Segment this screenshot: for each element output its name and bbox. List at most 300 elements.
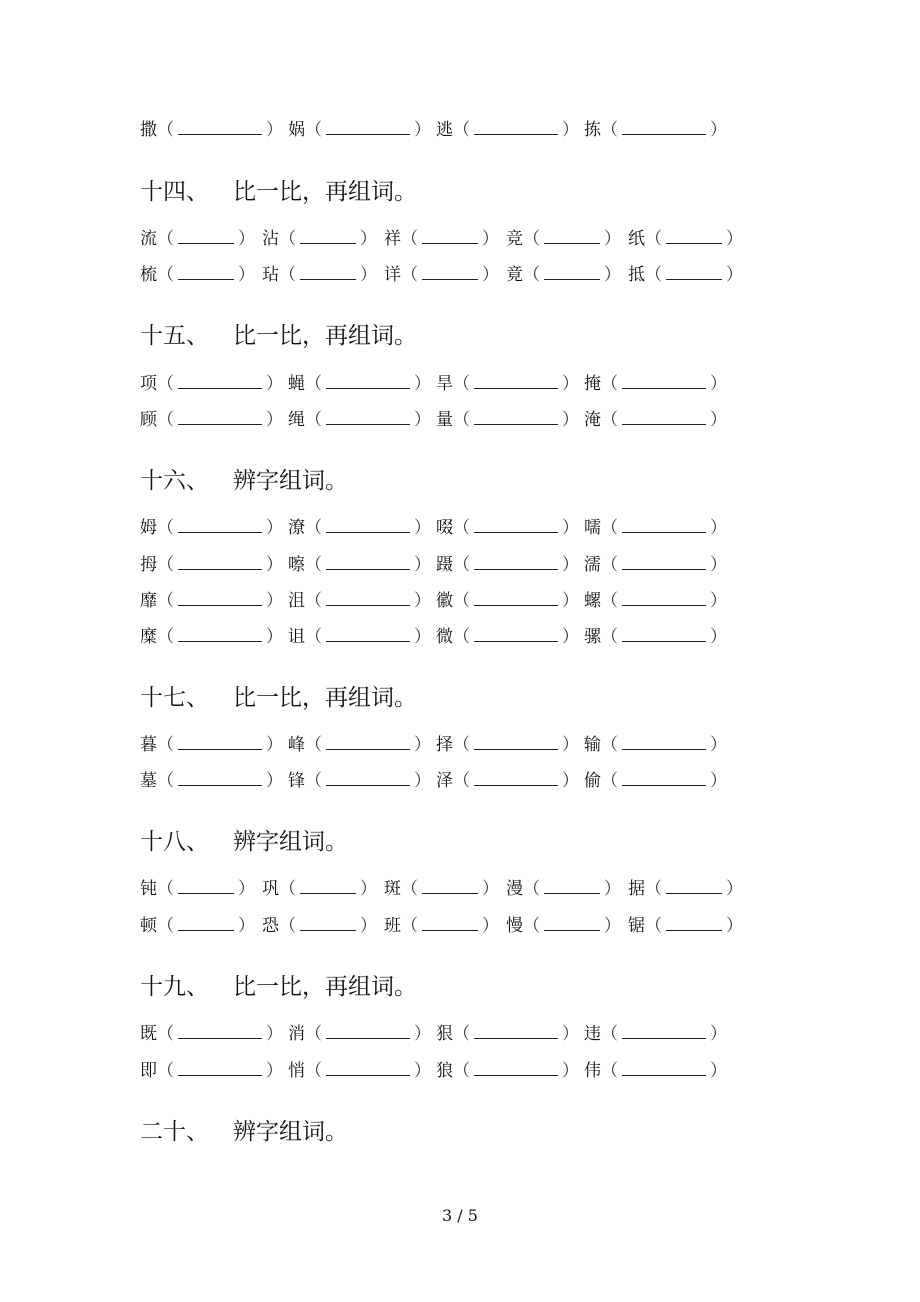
word-item <box>436 733 579 756</box>
open-paren: （ <box>157 916 174 936</box>
section-heading <box>140 321 417 351</box>
open-paren: （ <box>157 265 174 285</box>
word-item <box>140 589 283 612</box>
target-character: 择 <box>436 735 453 755</box>
word-item <box>436 589 579 612</box>
word-item <box>584 769 727 792</box>
close-paren: ） <box>710 735 727 755</box>
word-item <box>584 553 727 576</box>
answer-blank[interactable] <box>544 263 600 280</box>
open-paren: （ <box>601 627 618 647</box>
close-paren: ） <box>266 555 283 575</box>
target-character: 嚅 <box>584 518 601 538</box>
word-item <box>384 263 499 286</box>
open-paren: （ <box>305 120 322 140</box>
answer-blank[interactable] <box>326 589 410 606</box>
target-character: 顾 <box>140 410 157 430</box>
word-item <box>288 1022 431 1045</box>
answer-blank[interactable] <box>326 372 410 389</box>
open-paren: （ <box>523 229 540 249</box>
target-character: 悄 <box>288 1061 305 1081</box>
target-character: 墓 <box>140 771 157 791</box>
answer-blank[interactable] <box>422 877 478 894</box>
target-character: 据 <box>628 879 645 899</box>
close-paren: ） <box>482 916 499 936</box>
target-character: 漫 <box>506 879 523 899</box>
answer-blank[interactable] <box>474 372 558 389</box>
answer-blank[interactable] <box>622 1022 706 1039</box>
close-paren: ） <box>482 879 499 899</box>
open-paren: （ <box>305 591 322 611</box>
word-item <box>628 877 743 900</box>
open-paren: （ <box>401 879 418 899</box>
target-character: 骡 <box>584 627 601 647</box>
open-paren: （ <box>157 771 174 791</box>
open-paren: （ <box>157 627 174 647</box>
answer-blank[interactable] <box>474 589 558 606</box>
open-paren: （ <box>645 879 662 899</box>
open-paren: （ <box>601 410 618 430</box>
target-character: 狼 <box>436 1061 453 1081</box>
open-paren: （ <box>601 518 618 538</box>
target-character: 恐 <box>262 916 279 936</box>
open-paren: （ <box>305 1024 322 1044</box>
answer-blank[interactable] <box>474 625 558 642</box>
close-paren: ） <box>710 374 727 394</box>
answer-blank[interactable] <box>474 1059 558 1076</box>
target-character: 偷 <box>584 771 601 791</box>
answer-blank[interactable] <box>178 914 234 931</box>
open-paren: （ <box>645 916 662 936</box>
word-item <box>506 263 621 286</box>
close-paren: ） <box>604 265 621 285</box>
target-character: 沮 <box>288 591 305 611</box>
word-item <box>436 769 579 792</box>
close-paren: ） <box>414 120 431 140</box>
word-item <box>288 408 431 431</box>
target-character: 绳 <box>288 410 305 430</box>
close-paren: ） <box>604 879 621 899</box>
open-paren: （ <box>601 374 618 394</box>
word-item <box>628 227 743 250</box>
section-title: 辨字组词。 <box>233 1119 348 1145</box>
section-number: 十九、 <box>140 974 209 1000</box>
open-paren: （ <box>157 518 174 538</box>
target-character: 慢 <box>506 916 523 936</box>
open-paren: （ <box>453 374 470 394</box>
target-character: 撒 <box>140 120 157 140</box>
answer-blank[interactable] <box>326 733 410 750</box>
section-number: 十六、 <box>140 468 209 494</box>
open-paren: （ <box>305 1061 322 1081</box>
section-heading <box>140 177 417 207</box>
open-paren: （ <box>453 591 470 611</box>
answer-blank[interactable] <box>178 1022 262 1039</box>
word-item <box>288 1059 431 1082</box>
target-character: 啜 <box>436 518 453 538</box>
target-character: 泽 <box>436 771 453 791</box>
target-character: 锋 <box>288 771 305 791</box>
open-paren: （ <box>305 627 322 647</box>
close-paren: ） <box>710 555 727 575</box>
answer-blank[interactable] <box>178 1059 262 1076</box>
word-item <box>262 263 377 286</box>
close-paren: ） <box>266 627 283 647</box>
close-paren: ） <box>360 916 377 936</box>
word-item <box>384 227 499 250</box>
answer-blank[interactable] <box>666 877 722 894</box>
close-paren: ） <box>238 916 255 936</box>
answer-blank[interactable] <box>178 118 262 135</box>
word-item <box>288 118 431 141</box>
answer-blank[interactable] <box>666 914 722 931</box>
target-character: 诅 <box>288 627 305 647</box>
answer-blank[interactable] <box>300 914 356 931</box>
close-paren: ） <box>414 771 431 791</box>
answer-blank[interactable] <box>326 1022 410 1039</box>
close-paren: ） <box>710 627 727 647</box>
word-item <box>262 227 377 250</box>
section-heading <box>140 827 348 857</box>
answer-blank[interactable] <box>622 769 706 786</box>
open-paren: （ <box>305 735 322 755</box>
answer-blank[interactable] <box>326 516 410 533</box>
target-character: 输 <box>584 735 601 755</box>
answer-blank[interactable] <box>178 372 262 389</box>
open-paren: （ <box>453 771 470 791</box>
word-item <box>506 227 621 250</box>
close-paren: ） <box>360 265 377 285</box>
answer-blank[interactable] <box>622 1059 706 1076</box>
section-title: 辨字组词。 <box>233 468 348 494</box>
word-item <box>288 625 431 648</box>
word-item <box>436 1059 579 1082</box>
close-paren: ） <box>710 1024 727 1044</box>
answer-blank[interactable] <box>666 263 722 280</box>
target-character: 竞 <box>506 229 523 249</box>
open-paren: （ <box>305 518 322 538</box>
open-paren: （ <box>157 229 174 249</box>
answer-blank[interactable] <box>474 118 558 135</box>
open-paren: （ <box>401 265 418 285</box>
answer-blank[interactable] <box>622 516 706 533</box>
section-title: 比一比，再组词。 <box>233 974 417 1000</box>
word-item <box>584 118 727 141</box>
close-paren: ） <box>266 771 283 791</box>
answer-blank[interactable] <box>178 408 262 425</box>
answer-blank[interactable] <box>326 769 410 786</box>
close-paren: ） <box>482 229 499 249</box>
word-item <box>436 553 579 576</box>
target-character: 蝇 <box>288 374 305 394</box>
answer-blank[interactable] <box>622 118 706 135</box>
open-paren: （ <box>305 771 322 791</box>
close-paren: ） <box>414 1061 431 1081</box>
open-paren: （ <box>401 229 418 249</box>
close-paren: ） <box>562 374 579 394</box>
word-item <box>628 914 743 937</box>
section-heading <box>140 972 417 1002</box>
close-paren: ） <box>562 771 579 791</box>
word-item <box>140 118 283 141</box>
target-character: 拇 <box>140 555 157 575</box>
target-character: 即 <box>140 1061 157 1081</box>
open-paren: （ <box>279 229 296 249</box>
answer-blank[interactable] <box>178 516 262 533</box>
target-character: 班 <box>384 916 401 936</box>
target-character: 伟 <box>584 1061 601 1081</box>
answer-blank[interactable] <box>622 553 706 570</box>
word-item <box>436 118 579 141</box>
open-paren: （ <box>601 1024 618 1044</box>
word-item <box>584 372 727 395</box>
close-paren: ） <box>562 735 579 755</box>
close-paren: ） <box>266 410 283 430</box>
word-item <box>140 516 283 539</box>
answer-blank[interactable] <box>666 227 722 244</box>
open-paren: （ <box>601 1061 618 1081</box>
open-paren: （ <box>157 555 174 575</box>
section-title: 比一比，再组词。 <box>233 323 417 349</box>
close-paren: ） <box>710 591 727 611</box>
close-paren: ） <box>414 1024 431 1044</box>
open-paren: （ <box>523 879 540 899</box>
target-character: 玷 <box>262 265 279 285</box>
word-item <box>288 516 431 539</box>
close-paren: ） <box>266 591 283 611</box>
open-paren: （ <box>523 916 540 936</box>
answer-blank[interactable] <box>474 408 558 425</box>
answer-blank[interactable] <box>178 589 262 606</box>
answer-blank[interactable] <box>300 877 356 894</box>
open-paren: （ <box>157 735 174 755</box>
target-character: 旱 <box>436 374 453 394</box>
open-paren: （ <box>279 265 296 285</box>
word-item <box>584 733 727 756</box>
section-title: 比一比，再组词。 <box>233 179 417 205</box>
open-paren: （ <box>601 555 618 575</box>
word-item <box>140 372 283 395</box>
close-paren: ） <box>360 229 377 249</box>
close-paren: ） <box>710 518 727 538</box>
target-character: 狠 <box>436 1024 453 1044</box>
answer-blank[interactable] <box>178 877 234 894</box>
word-item <box>628 263 743 286</box>
open-paren: （ <box>157 591 174 611</box>
close-paren: ） <box>562 518 579 538</box>
answer-blank[interactable] <box>474 1022 558 1039</box>
close-paren: ） <box>414 627 431 647</box>
target-character: 流 <box>140 229 157 249</box>
open-paren: （ <box>453 1024 470 1044</box>
section-number: 十七、 <box>140 685 209 711</box>
close-paren: ） <box>266 518 283 538</box>
open-paren: （ <box>305 555 322 575</box>
answer-blank[interactable] <box>544 914 600 931</box>
close-paren: ） <box>414 518 431 538</box>
open-paren: （ <box>279 879 296 899</box>
word-item <box>288 589 431 612</box>
word-item <box>584 408 727 431</box>
answer-blank[interactable] <box>326 1059 410 1076</box>
open-paren: （ <box>645 265 662 285</box>
answer-blank[interactable] <box>422 914 478 931</box>
close-paren: ） <box>726 229 743 249</box>
open-paren: （ <box>453 1061 470 1081</box>
word-item <box>140 625 283 648</box>
close-paren: ） <box>414 735 431 755</box>
word-item <box>584 1022 727 1045</box>
close-paren: ） <box>562 1024 579 1044</box>
word-item <box>584 1059 727 1082</box>
answer-blank[interactable] <box>422 227 478 244</box>
word-item <box>288 733 431 756</box>
answer-blank[interactable] <box>474 733 558 750</box>
word-item <box>288 553 431 576</box>
answer-blank[interactable] <box>326 625 410 642</box>
word-item <box>140 263 255 286</box>
section-title: 辨字组词。 <box>233 829 348 855</box>
word-item <box>506 914 621 937</box>
open-paren: （ <box>601 771 618 791</box>
answer-blank[interactable] <box>178 625 262 642</box>
close-paren: ） <box>238 229 255 249</box>
close-paren: ） <box>562 410 579 430</box>
answer-blank[interactable] <box>622 733 706 750</box>
target-character: 嚓 <box>288 555 305 575</box>
word-item <box>140 553 283 576</box>
open-paren: （ <box>601 120 618 140</box>
word-item <box>584 625 727 648</box>
answer-blank[interactable] <box>422 263 478 280</box>
answer-blank[interactable] <box>178 769 262 786</box>
section-number: 十八、 <box>140 829 209 855</box>
close-paren: ） <box>266 374 283 394</box>
answer-blank[interactable] <box>300 227 356 244</box>
open-paren: （ <box>157 410 174 430</box>
open-paren: （ <box>601 735 618 755</box>
word-item <box>140 733 283 756</box>
open-paren: （ <box>279 916 296 936</box>
target-character: 蹑 <box>436 555 453 575</box>
close-paren: ） <box>360 879 377 899</box>
word-item <box>140 1059 283 1082</box>
target-character: 濡 <box>584 555 601 575</box>
close-paren: ） <box>710 771 727 791</box>
answer-blank[interactable] <box>326 118 410 135</box>
answer-blank[interactable] <box>326 553 410 570</box>
section-heading <box>140 1117 348 1147</box>
open-paren: （ <box>157 120 174 140</box>
answer-blank[interactable] <box>178 553 262 570</box>
open-paren: （ <box>453 518 470 538</box>
close-paren: ） <box>266 1061 283 1081</box>
close-paren: ） <box>562 627 579 647</box>
close-paren: ） <box>726 265 743 285</box>
target-character: 钝 <box>140 879 157 899</box>
answer-blank[interactable] <box>622 408 706 425</box>
target-character: 斑 <box>384 879 401 899</box>
target-character: 徽 <box>436 591 453 611</box>
word-item <box>140 227 255 250</box>
target-character: 锯 <box>628 916 645 936</box>
word-item <box>140 769 283 792</box>
word-item <box>140 877 255 900</box>
open-paren: （ <box>453 627 470 647</box>
section-title: 比一比，再组词。 <box>233 685 417 711</box>
close-paren: ） <box>266 735 283 755</box>
word-item <box>140 1022 283 1045</box>
answer-blank[interactable] <box>178 227 234 244</box>
target-character: 顿 <box>140 916 157 936</box>
close-paren: ） <box>726 879 743 899</box>
target-character: 沾 <box>262 229 279 249</box>
answer-blank[interactable] <box>178 263 234 280</box>
word-item <box>140 408 283 431</box>
open-paren: （ <box>157 1024 174 1044</box>
close-paren: ） <box>562 591 579 611</box>
close-paren: ） <box>414 374 431 394</box>
answer-blank[interactable] <box>544 877 600 894</box>
open-paren: （ <box>645 229 662 249</box>
target-character: 螺 <box>584 591 601 611</box>
answer-blank[interactable] <box>622 625 706 642</box>
answer-blank[interactable] <box>300 263 356 280</box>
answer-blank[interactable] <box>544 227 600 244</box>
close-paren: ） <box>710 410 727 430</box>
section-number: 十四、 <box>140 179 209 205</box>
close-paren: ） <box>266 1024 283 1044</box>
close-paren: ） <box>482 265 499 285</box>
section-number: 二十、 <box>140 1119 209 1145</box>
target-character: 暮 <box>140 735 157 755</box>
target-character: 消 <box>288 1024 305 1044</box>
page-number: 3 / 5 <box>442 1206 478 1225</box>
word-item <box>262 914 377 937</box>
open-paren: （ <box>453 120 470 140</box>
target-character: 项 <box>140 374 157 394</box>
answer-blank[interactable] <box>178 733 262 750</box>
close-paren: ） <box>604 916 621 936</box>
open-paren: （ <box>157 1061 174 1081</box>
answer-blank[interactable] <box>622 372 706 389</box>
target-character: 糜 <box>140 627 157 647</box>
close-paren: ） <box>604 229 621 249</box>
close-paren: ） <box>710 1061 727 1081</box>
target-character: 拣 <box>584 120 601 140</box>
answer-blank[interactable] <box>326 408 410 425</box>
word-item <box>506 877 621 900</box>
target-character: 祥 <box>384 229 401 249</box>
open-paren: （ <box>305 410 322 430</box>
close-paren: ） <box>562 1061 579 1081</box>
word-item <box>384 877 499 900</box>
answer-blank[interactable] <box>474 516 558 533</box>
close-paren: ） <box>562 120 579 140</box>
target-character: 竟 <box>506 265 523 285</box>
answer-blank[interactable] <box>622 589 706 606</box>
open-paren: （ <box>157 374 174 394</box>
close-paren: ） <box>414 410 431 430</box>
close-paren: ） <box>710 120 727 140</box>
answer-blank[interactable] <box>474 769 558 786</box>
word-item <box>262 877 377 900</box>
target-character: 掩 <box>584 374 601 394</box>
word-item <box>384 914 499 937</box>
word-item <box>584 589 727 612</box>
target-character: 既 <box>140 1024 157 1044</box>
answer-blank[interactable] <box>474 553 558 570</box>
